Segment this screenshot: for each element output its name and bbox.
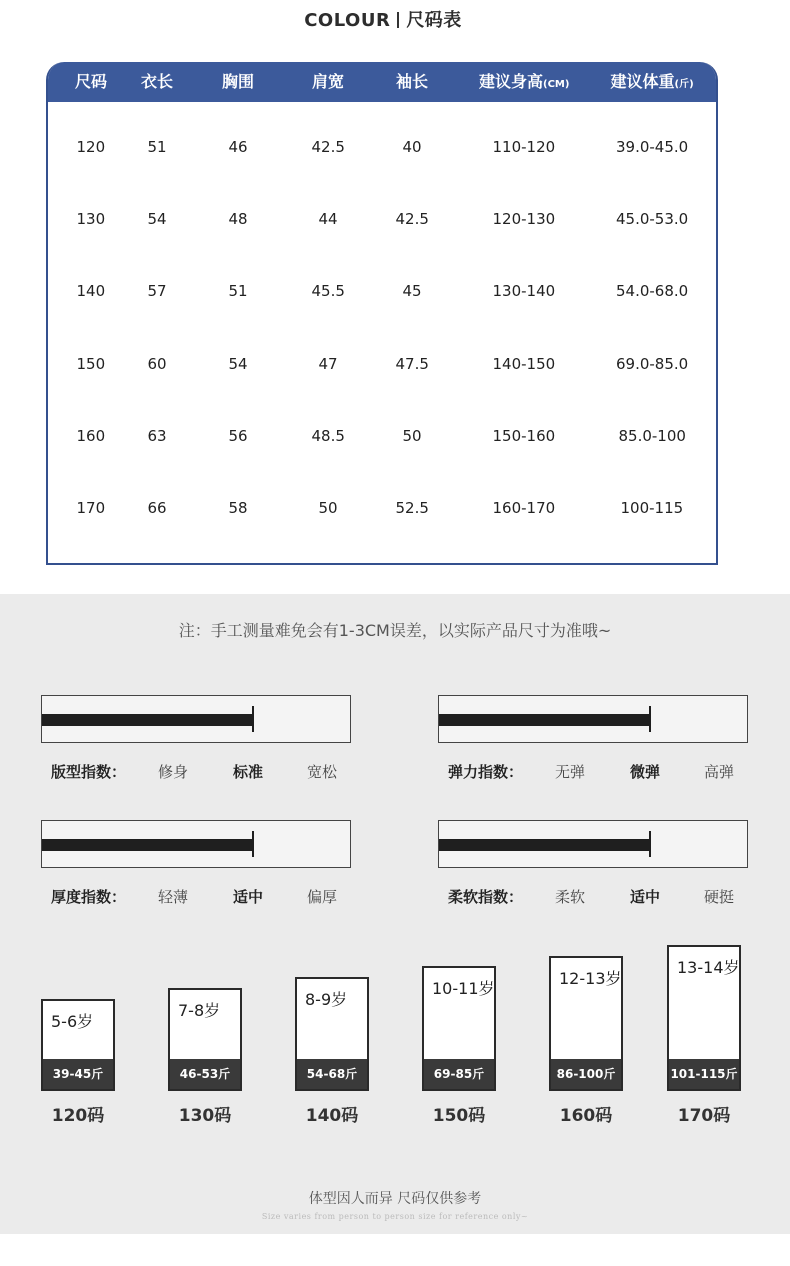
weight-range: 69-85斤 (424, 1059, 494, 1089)
table-cell: 51 (228, 282, 248, 300)
index-option: 高弹 (704, 763, 735, 781)
footer-note: 体型因人而异 尺码仅供参考 (308, 1191, 482, 1207)
column-header-unit: (斤) (674, 79, 694, 90)
index-marker (252, 831, 254, 857)
table-cell: 45.5 (311, 282, 345, 300)
age-range: 7-8岁 (178, 1001, 221, 1020)
table-cell: 52.5 (395, 499, 429, 517)
table-cell: 54 (228, 355, 248, 373)
table-cell: 50 (318, 499, 338, 517)
table-cell: 120-130 (492, 210, 556, 228)
column-header-label: 建议身高 (479, 72, 544, 91)
index-option: 标准 (233, 763, 264, 781)
table-cell: 150 (76, 355, 106, 373)
size-code: 150码 (432, 1106, 486, 1126)
column-header-label: 袖长 (396, 72, 429, 91)
column-header (141, 62, 173, 102)
table-cell: 50 (402, 427, 422, 445)
age-size-card (168, 988, 242, 1091)
index-option: 适中 (630, 888, 661, 906)
column-header-label: 胸围 (222, 72, 255, 91)
age-size-card (295, 977, 369, 1091)
table-cell: 69.0-85.0 (616, 355, 689, 373)
column-header-label: 肩宽 (312, 72, 345, 91)
table-cell: 54.0-68.0 (616, 282, 689, 300)
column-header (479, 62, 569, 102)
index-bar (438, 695, 748, 743)
table-cell: 56 (228, 427, 248, 445)
index-option: 轻薄 (158, 888, 189, 906)
column-header (75, 62, 107, 102)
table-cell: 130-140 (492, 282, 556, 300)
index-bar (41, 820, 351, 868)
brand-label: COLOUR (304, 10, 391, 31)
size-code: 130码 (178, 1106, 232, 1126)
table-cell: 120 (76, 138, 106, 156)
table-cell: 150-160 (492, 427, 556, 445)
size-code: 120码 (51, 1106, 105, 1126)
age-range: 5-6岁 (51, 1012, 94, 1031)
table-cell: 110-120 (492, 138, 556, 156)
index-marker (649, 831, 651, 857)
table-cell: 57 (147, 282, 167, 300)
weight-range: 54-68斤 (297, 1059, 367, 1089)
age-size-card (667, 945, 741, 1091)
page-title (0, 6, 766, 32)
table-cell: 47.5 (395, 355, 429, 373)
measurement-note: 注：手工测量难免会有1-3CM误差，以实际产品尺寸为准哦~ (178, 621, 612, 640)
weight-range: 39-45斤 (43, 1059, 113, 1089)
table-cell: 45.0-53.0 (616, 210, 689, 228)
table-cell: 40 (402, 138, 422, 156)
column-header-unit: (CM) (543, 79, 570, 90)
index-option: 修身 (158, 763, 189, 781)
weight-range: 46-53斤 (170, 1059, 240, 1089)
index-label: 柔软指数： (448, 888, 524, 906)
table-cell: 51 (147, 138, 167, 156)
table-cell: 100-115 (620, 499, 684, 517)
size-code: 160码 (559, 1106, 613, 1126)
weight-range: 101-115斤 (669, 1059, 739, 1089)
table-cell: 54 (147, 210, 167, 228)
index-bar-fill (439, 714, 650, 726)
table-cell: 160-170 (492, 499, 556, 517)
table-cell: 39.0-45.0 (616, 138, 689, 156)
age-range: 10-11岁 (432, 979, 495, 998)
column-header (611, 62, 694, 102)
age-size-card (549, 956, 623, 1091)
age-range: 12-13岁 (559, 969, 622, 988)
table-cell: 63 (147, 427, 167, 445)
table-cell: 46 (228, 138, 248, 156)
info-section (0, 594, 790, 1234)
index-label: 厚度指数： (51, 888, 127, 906)
table-cell: 66 (147, 499, 167, 517)
table-cell: 170 (76, 499, 106, 517)
table-cell: 45 (402, 282, 422, 300)
column-header-label: 衣长 (141, 72, 174, 91)
column-header (222, 62, 254, 102)
age-size-card (422, 966, 496, 1091)
table-cell: 140 (76, 282, 106, 300)
table-cell: 47 (318, 355, 338, 373)
index-option: 无弹 (555, 763, 586, 781)
index-label: 版型指数： (51, 763, 127, 781)
table-cell: 85.0-100 (618, 427, 686, 445)
age-range: 13-14岁 (677, 958, 740, 977)
table-cell: 42.5 (395, 210, 429, 228)
table-cell: 160 (76, 427, 106, 445)
index-marker (252, 706, 254, 732)
index-bar-fill (439, 839, 650, 851)
index-option: 柔软 (555, 888, 586, 906)
table-cell: 60 (147, 355, 167, 373)
index-bar (438, 820, 748, 868)
footer-note-english: Size varies from person to person size for reference only~ (261, 1212, 529, 1221)
index-label: 弹力指数： (448, 763, 524, 781)
table-cell: 140-150 (492, 355, 556, 373)
size-table (46, 62, 718, 565)
index-option: 宽松 (307, 763, 338, 781)
table-cell: 44 (318, 210, 338, 228)
size-chart-title: 尺码表 (406, 10, 462, 31)
index-bar-fill (42, 714, 253, 726)
size-code: 170码 (677, 1106, 731, 1126)
table-cell: 130 (76, 210, 106, 228)
column-header (396, 62, 428, 102)
age-size-card (41, 999, 115, 1091)
table-cell: 48.5 (311, 427, 345, 445)
column-header-label: 建议体重 (610, 72, 675, 91)
index-option: 适中 (233, 888, 264, 906)
table-cell: 42.5 (311, 138, 345, 156)
index-marker (649, 706, 651, 732)
index-bar-fill (42, 839, 253, 851)
column-header-label: 尺码 (75, 72, 108, 91)
index-bar (41, 695, 351, 743)
size-code: 140码 (305, 1106, 359, 1126)
index-option: 硬挺 (704, 888, 735, 906)
index-option: 微弹 (630, 763, 661, 781)
age-range: 8-9岁 (305, 990, 348, 1009)
weight-range: 86-100斤 (551, 1059, 621, 1089)
column-header (312, 62, 344, 102)
index-option: 偏厚 (307, 888, 338, 906)
table-cell: 58 (228, 499, 248, 517)
title-divider (397, 12, 399, 28)
table-cell: 48 (228, 210, 248, 228)
